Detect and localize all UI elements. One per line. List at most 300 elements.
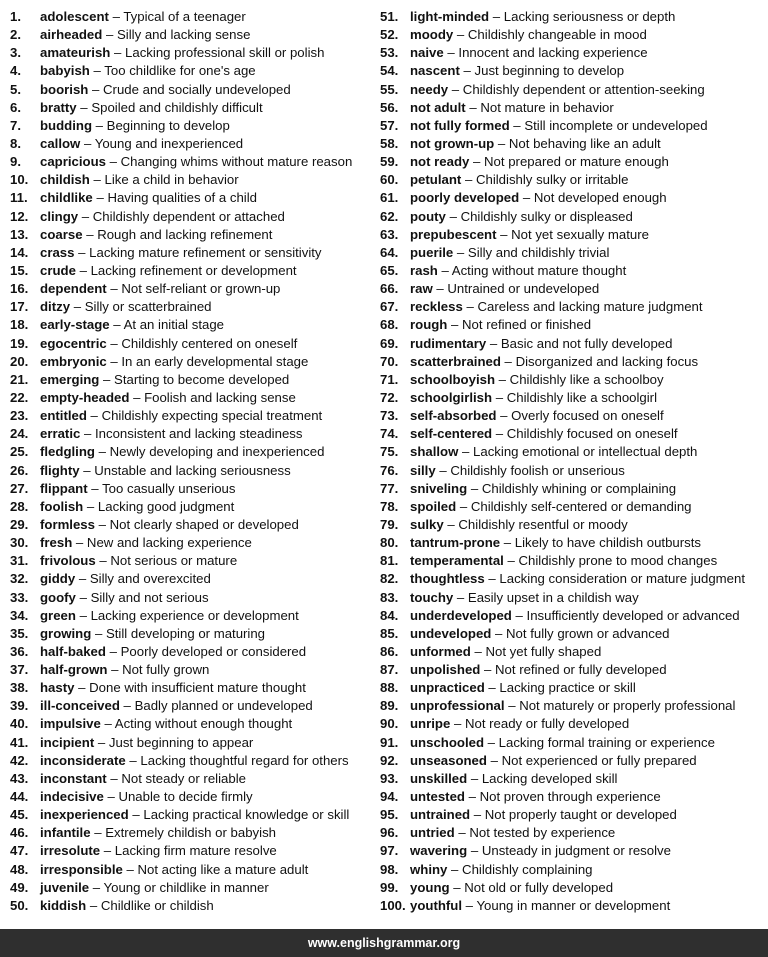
item-text: [40, 81, 291, 99]
item-definition: Not refined or fully developed: [495, 662, 667, 678]
item-word: growing: [40, 625, 92, 641]
list-item: [10, 26, 380, 44]
item-number: 4.: [10, 63, 21, 79]
item-number: 14.: [10, 244, 29, 260]
item-separator: –: [89, 63, 105, 79]
item-definition: Inconsistent and lacking steadiness: [95, 426, 303, 442]
item-number: 46.: [10, 825, 29, 841]
item-separator: –: [92, 117, 107, 133]
item-number: 40.: [10, 716, 29, 732]
item-definition: Lacking emotional or intellectual depth: [473, 444, 698, 460]
item-text: [40, 389, 296, 407]
item-text: [410, 280, 599, 298]
item-definition: Still developing or maturing: [105, 625, 266, 641]
item-separator: –: [467, 770, 482, 786]
item-number: 58.: [380, 135, 399, 151]
list-item: [380, 734, 768, 752]
list-item: [380, 298, 768, 316]
list-item: [10, 389, 380, 407]
item-number: 80.: [380, 535, 399, 551]
item-word: juvenile: [40, 879, 90, 895]
list-item: [10, 153, 380, 171]
item-number: 78.: [380, 498, 399, 514]
item-definition: Extremely childish or babyish: [105, 825, 277, 841]
item-number: 84.: [380, 607, 399, 623]
item-definition: Not fully grown: [122, 662, 210, 678]
list-item: [380, 625, 768, 643]
item-definition: Rough and lacking refinement: [97, 226, 273, 242]
item-separator: –: [100, 716, 115, 732]
list-item: [380, 589, 768, 607]
item-definition: Not tested by experience: [469, 825, 616, 841]
item-separator: –: [484, 571, 500, 587]
item-text: [40, 26, 250, 44]
item-word: early-stage: [40, 317, 110, 333]
item-text: [410, 607, 740, 625]
item-definition: Not ready or fully developed: [464, 716, 630, 732]
item-text: [410, 625, 669, 643]
item-definition: Not old or fully developed: [464, 879, 614, 895]
item-definition: Disorganized and lacking focus: [515, 353, 699, 369]
item-text: [410, 498, 691, 516]
list-item: [10, 208, 380, 226]
item-number: 60.: [380, 172, 399, 188]
item-text: [40, 516, 299, 534]
item-definition: Silly and not serious: [90, 589, 209, 605]
item-definition: Likely to have childish outbursts: [514, 535, 701, 551]
item-separator: –: [110, 45, 126, 61]
list-item: [10, 335, 380, 353]
list-item: [10, 534, 380, 552]
list-item: [380, 44, 768, 62]
item-separator: –: [462, 299, 478, 315]
item-number: 28.: [10, 498, 29, 514]
item-separator: –: [94, 734, 109, 750]
item-separator: –: [94, 516, 110, 532]
item-text: [410, 99, 614, 117]
item-definition: Childlike or childish: [100, 897, 214, 913]
item-word: callow: [40, 135, 81, 151]
item-separator: –: [486, 752, 502, 768]
item-word: spoiled: [410, 498, 457, 514]
item-word: temperamental: [410, 553, 504, 569]
item-number: 47.: [10, 843, 29, 859]
item-number: 39.: [10, 698, 29, 714]
item-word: airheaded: [40, 27, 103, 43]
item-text: [40, 752, 349, 770]
item-text: [410, 425, 678, 443]
item-definition: Easily upset in a childish way: [467, 589, 639, 605]
item-text: [410, 570, 745, 588]
item-text: [410, 734, 715, 752]
item-separator: –: [75, 607, 91, 623]
list-item: [380, 806, 768, 824]
item-number: 11.: [10, 190, 28, 206]
item-definition: Young in manner or development: [476, 897, 671, 913]
item-word: kiddish: [40, 897, 87, 913]
item-number: 70.: [380, 353, 399, 369]
item-word: half-baked: [40, 643, 106, 659]
item-word: rudimentary: [410, 335, 487, 351]
item-separator: –: [106, 281, 122, 297]
item-text: [410, 407, 664, 425]
item-word: raw: [410, 281, 433, 297]
item-definition: Insufficiently developed or advanced: [526, 607, 740, 623]
item-separator: –: [78, 208, 93, 224]
item-definition: Not mature in behavior: [480, 99, 614, 115]
item-word: capricious: [40, 154, 106, 170]
item-text: [410, 879, 613, 897]
item-definition: Beginning to develop: [106, 117, 230, 133]
item-text: [410, 552, 717, 570]
list-item: [380, 99, 768, 117]
item-word: hasty: [40, 680, 75, 696]
item-word: naive: [410, 45, 444, 61]
list-item: [10, 462, 380, 480]
item-number: 27.: [10, 480, 29, 496]
list-item: [10, 425, 380, 443]
item-definition: Not prepared or mature enough: [484, 154, 669, 170]
list-item: [380, 62, 768, 80]
item-number: 56.: [380, 99, 399, 115]
item-definition: Childishly whining or complaining: [481, 480, 677, 496]
item-definition: In an early developmental stage: [121, 353, 309, 369]
item-separator: –: [453, 244, 468, 260]
item-definition: Lacking experience or development: [90, 607, 299, 623]
item-definition: Starting to become developed: [114, 371, 290, 387]
item-word: dependent: [40, 281, 107, 297]
item-text: [40, 44, 324, 62]
left-column: [0, 8, 380, 915]
item-text: [410, 353, 698, 371]
item-text: [40, 589, 209, 607]
item-separator: –: [456, 498, 471, 514]
item-definition: New and lacking experience: [86, 535, 252, 551]
item-number: 6.: [10, 99, 21, 115]
list-item: [10, 570, 380, 588]
item-number: 96.: [380, 825, 399, 841]
item-number: 67.: [380, 299, 399, 315]
item-number: 76.: [380, 462, 399, 478]
item-word: petulant: [410, 172, 462, 188]
item-definition: Not clearly shaped or developed: [109, 516, 299, 532]
list-item: [380, 770, 768, 788]
item-number: 5.: [10, 81, 21, 97]
item-word: egocentric: [40, 335, 107, 351]
item-number: 91.: [380, 734, 399, 750]
item-word: babyish: [40, 63, 90, 79]
item-word: unskilled: [410, 770, 468, 786]
item-definition: Not properly taught or developed: [484, 807, 677, 823]
item-number: 79.: [380, 516, 399, 532]
item-definition: Not behaving like an adult: [508, 135, 661, 151]
item-number: 31.: [10, 553, 29, 569]
item-number: 49.: [10, 879, 29, 895]
item-definition: Lacking practice or skill: [499, 680, 636, 696]
item-word: moody: [410, 27, 454, 43]
item-number: 41.: [10, 734, 29, 750]
list-item: [10, 371, 380, 389]
item-word: boorish: [40, 81, 89, 97]
item-number: 75.: [380, 444, 399, 460]
item-separator: –: [129, 389, 145, 405]
item-separator: –: [106, 353, 122, 369]
item-number: 90.: [380, 716, 399, 732]
item-text: [410, 389, 657, 407]
list-item: [10, 806, 380, 824]
item-number: 50.: [10, 897, 29, 913]
item-text: [40, 879, 269, 897]
item-word: thoughtless: [410, 571, 485, 587]
list-item: [10, 734, 380, 752]
list-item: [380, 480, 768, 498]
item-definition: Childishly complaining: [462, 861, 593, 877]
item-number: 43.: [10, 770, 29, 786]
item-word: not grown-up: [410, 135, 495, 151]
item-separator: –: [128, 807, 144, 823]
item-number: 44.: [10, 789, 29, 805]
item-word: self-absorbed: [410, 408, 497, 424]
item-word: not fully formed: [410, 117, 510, 133]
item-number: 17.: [10, 299, 29, 315]
item-number: 2.: [10, 27, 21, 43]
item-separator: –: [94, 444, 110, 460]
item-separator: –: [89, 879, 104, 895]
item-definition: Silly and childishly trivial: [467, 244, 610, 260]
item-number: 24.: [10, 426, 29, 442]
item-definition: Done with insufficient mature thought: [89, 680, 306, 696]
item-separator: –: [90, 825, 106, 841]
item-number: 29.: [10, 516, 29, 532]
item-word: budding: [40, 117, 92, 133]
item-separator: –: [92, 190, 108, 206]
item-text: [410, 117, 708, 135]
item-word: undeveloped: [410, 625, 492, 641]
item-text: [410, 679, 636, 697]
item-text: [40, 734, 253, 752]
item-text: [410, 335, 672, 353]
item-text: [410, 462, 625, 480]
item-definition: Lacking developed skill: [481, 770, 618, 786]
item-separator: –: [87, 480, 103, 496]
list-item: [10, 81, 380, 99]
list-item: [10, 117, 380, 135]
item-word: wavering: [410, 843, 468, 859]
item-number: 32.: [10, 571, 29, 587]
list-item: [10, 99, 380, 117]
item-separator: –: [108, 9, 124, 24]
item-word: shallow: [410, 444, 459, 460]
item-number: 13.: [10, 226, 29, 242]
item-text: [40, 842, 277, 860]
item-word: childish: [40, 172, 90, 188]
item-word: light-minded: [410, 9, 490, 24]
item-separator: –: [458, 444, 474, 460]
item-number: 33.: [10, 589, 29, 605]
item-text: [410, 208, 633, 226]
item-text: [40, 697, 313, 715]
item-definition: Lacking consideration or mature judgment: [499, 571, 745, 587]
item-text: [40, 171, 239, 189]
item-text: [410, 770, 617, 788]
item-number: 92.: [380, 752, 399, 768]
list-item: [380, 534, 768, 552]
item-word: entitled: [40, 408, 87, 424]
item-word: goofy: [40, 589, 76, 605]
item-word: flippant: [40, 480, 88, 496]
item-text: [410, 81, 705, 99]
item-separator: –: [484, 680, 500, 696]
item-definition: Not self-reliant or grown-up: [121, 281, 281, 297]
item-text: [40, 643, 306, 661]
item-text: [40, 625, 265, 643]
item-word: emerging: [40, 371, 100, 387]
item-definition: Young and inexperienced: [94, 135, 244, 151]
item-text: [40, 371, 289, 389]
list-item: [380, 26, 768, 44]
item-separator: –: [495, 371, 510, 387]
item-word: rough: [410, 317, 448, 333]
item-separator: –: [500, 353, 516, 369]
item-separator: –: [122, 861, 138, 877]
item-number: 55.: [380, 81, 399, 97]
item-number: 16.: [10, 281, 29, 297]
item-definition: Young or childlike in manner: [103, 879, 269, 895]
item-number: 51.: [380, 9, 399, 24]
item-definition: Still incomplete or undeveloped: [524, 117, 708, 133]
footer-site: www.englishgrammar.org: [307, 936, 461, 950]
item-separator: –: [462, 897, 477, 913]
list-item: [380, 353, 768, 371]
item-separator: –: [489, 9, 504, 24]
item-text: [40, 316, 224, 334]
item-separator: –: [470, 643, 486, 659]
item-number: 66.: [380, 281, 399, 297]
item-number: 15.: [10, 262, 29, 278]
item-text: [410, 752, 697, 770]
list-item: [10, 824, 380, 842]
list-item: [10, 679, 380, 697]
item-definition: Childishly resentful or moody: [458, 516, 628, 532]
item-definition: Badly planned or undeveloped: [134, 698, 313, 714]
item-word: unschooled: [410, 734, 484, 750]
list-item: [10, 171, 380, 189]
list-item: [10, 443, 380, 461]
item-text: [40, 8, 246, 26]
list-item: [380, 516, 768, 534]
list-item: [380, 498, 768, 516]
item-definition: Innocent and lacking experience: [458, 45, 648, 61]
item-text: [40, 99, 263, 117]
item-word: unseasoned: [410, 752, 487, 768]
item-word: not ready: [410, 154, 470, 170]
item-text: [40, 806, 349, 824]
list-item: [380, 715, 768, 733]
item-separator: –: [76, 99, 92, 115]
list-item: [380, 824, 768, 842]
item-separator: –: [454, 825, 470, 841]
item-separator: –: [445, 208, 461, 224]
item-definition: Lacking refinement or development: [90, 262, 297, 278]
item-word: unprofessional: [410, 698, 505, 714]
item-definition: Too casually unserious: [102, 480, 236, 496]
item-number: 83.: [380, 589, 399, 605]
item-separator: –: [449, 879, 465, 895]
item-number: 8.: [10, 135, 21, 151]
item-definition: Childishly foolish or unserious: [450, 462, 625, 478]
item-word: empty-headed: [40, 389, 130, 405]
list-item: [380, 462, 768, 480]
item-text: [40, 226, 272, 244]
list-item: [10, 589, 380, 607]
item-text: [40, 897, 214, 915]
item-number: 98.: [380, 861, 399, 877]
item-text: [40, 153, 352, 171]
item-separator: –: [453, 27, 468, 43]
item-number: 89.: [380, 698, 399, 714]
item-separator: –: [443, 45, 459, 61]
item-number: 68.: [380, 317, 399, 333]
item-text: [40, 425, 302, 443]
item-separator: –: [494, 135, 509, 151]
list-item: [380, 335, 768, 353]
item-text: [410, 806, 677, 824]
list-item: [380, 244, 768, 262]
item-text: [40, 189, 257, 207]
list-item: [380, 262, 768, 280]
item-word: crude: [40, 262, 76, 278]
item-definition: Childishly centered on oneself: [121, 335, 298, 351]
item-number: 94.: [380, 789, 399, 805]
item-word: not adult: [410, 99, 466, 115]
item-separator: –: [80, 135, 95, 151]
item-definition: At an initial stage: [123, 317, 225, 333]
item-number: 3.: [10, 45, 21, 61]
item-text: [40, 661, 209, 679]
item-word: inconsiderate: [40, 752, 126, 768]
item-number: 1.: [10, 9, 21, 24]
item-word: ditzy: [40, 299, 71, 315]
item-word: clingy: [40, 208, 79, 224]
item-number: 34.: [10, 607, 29, 623]
item-separator: –: [492, 389, 507, 405]
list-item: [10, 879, 380, 897]
item-text: [40, 552, 237, 570]
item-definition: Childishly dependent or attached: [92, 208, 285, 224]
item-separator: –: [437, 262, 452, 278]
item-definition: Newly developing and inexperienced: [109, 444, 325, 460]
item-definition: Overly focused on oneself: [511, 408, 664, 424]
item-word: half-grown: [40, 662, 108, 678]
item-text: [40, 443, 324, 461]
item-separator: –: [432, 281, 448, 297]
list-item: [380, 879, 768, 897]
item-definition: Too childlike for one's age: [104, 63, 256, 79]
item-number: 59.: [380, 154, 399, 170]
item-definition: Having qualities of a child: [107, 190, 257, 206]
item-definition: Foolish and lacking sense: [144, 389, 296, 405]
item-word: amateurish: [40, 45, 111, 61]
item-separator: –: [448, 81, 463, 97]
item-text: [40, 117, 230, 135]
item-text: [40, 407, 322, 425]
item-number: 23.: [10, 408, 29, 424]
item-separator: –: [95, 553, 111, 569]
item-number: 71.: [380, 371, 399, 387]
item-text: [40, 353, 308, 371]
item-text: [410, 661, 667, 679]
item-separator: –: [86, 897, 101, 913]
